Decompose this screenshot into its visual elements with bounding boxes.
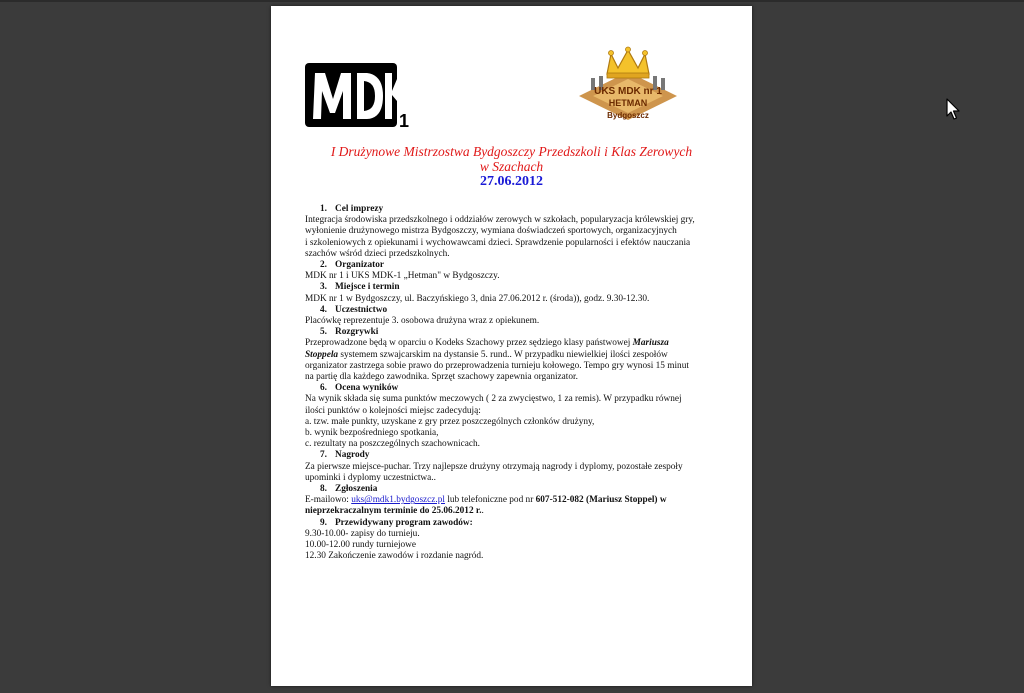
- section-heading-8: 8. Zgłoszenia: [320, 484, 378, 495]
- section-text: Przeprowadzone będą w oparciu o Kodeks Szachowy przez sędziego klasy państwowej Mariusza: [305, 338, 669, 349]
- section-text: nieprzekraczalnym terminie do 25.06.2012 r..: [305, 506, 484, 517]
- section-text: wyłonienie drużynowego mistrza Bydgoszczy, wymiana doświadczeń sportowych, organizacyjnych: [305, 226, 677, 237]
- email-link[interactable]: uks@mdk1.bydgoszcz.pl: [351, 495, 445, 506]
- section-text: szachów wśród dzieci przedszkolnych.: [305, 248, 450, 259]
- section-heading-6: 6. Ocena wyników: [320, 383, 399, 394]
- section-heading-9: 9. Przewidywany program zawodów:: [320, 517, 473, 528]
- section-heading-1: 1. Cel imprezy: [320, 204, 384, 214]
- svg-text:UKS MDK nr 1: UKS MDK nr 1: [594, 86, 662, 97]
- section-heading-4: 4. Uczestnictwo: [320, 304, 388, 315]
- section-text: upominki i dyplomy uczestnictwa..: [305, 472, 436, 483]
- svg-text:1: 1: [399, 111, 410, 131]
- section-text: E-mailowo: uks@mdk1.bydgoszcz.pl lub telefoniczne pod nr 607-512-082 (Mariusz Stoppel) w: [305, 495, 667, 506]
- section-text: Na wynik składa się suma punktów meczowych ( 2 za zwycięstwo, 1 za remis). W przypadku równej: [305, 394, 682, 405]
- section-text: i szkoleniowych z opiekunami i wychowawcami dzieci. Sprawdzenie popularności i efektów nauczania: [305, 237, 691, 248]
- document-title-line-2: w Szachach: [479, 158, 544, 174]
- svg-text:Bydgoszcz: Bydgoszcz: [607, 111, 649, 120]
- section-text: MDK nr 1 w Bydgoszczy, ul. Baczyńskiego 3, dnia 27.06.2012 r. (środa)), godz. 9.30-12.30.: [305, 293, 650, 304]
- section-text: Za pierwsze miejsce-puchar. Trzy najlepsze drużyny otrzymają nagrody i dyplomy, pozostałe zespoły: [305, 461, 683, 472]
- section-text: a. tzw. małe punkty, uzyskane z gry przez poszczególnych członków drużyny,: [305, 416, 595, 427]
- section-text: MDK nr 1 i UKS MDK-1 „Hetman" w Bydgoszczy.: [305, 271, 500, 282]
- section-text: 9.30-10.00- zapisy do turnieju.: [305, 528, 420, 539]
- section-text: Integracja środowiska przedszkolnego i oddziałów zerowych w szkołach, popularyzacja królewskiej gry,: [305, 215, 695, 226]
- document-header: [271, 145, 752, 189]
- section-text: 12.30 Zakończenie zawodów i rozdanie nagród.: [305, 551, 484, 562]
- section-text: b. wynik bezpośredniego spotkania,: [305, 428, 439, 439]
- document-title-line-1: I Drużynowe Mistrzostwa Bydgoszczy Przedszkoli i Klas Zerowych: [330, 144, 693, 159]
- document-page[interactable]: [271, 6, 752, 686]
- event-date: 27.06.2012: [480, 174, 543, 189]
- section-text: ilości punktów o kolejności miejsc zadecydują:: [305, 405, 481, 416]
- section-heading-2: 2. Organizator: [320, 260, 385, 271]
- section-heading-7: 7. Nagrody: [320, 450, 370, 461]
- document-body: [305, 204, 717, 563]
- uks-hetman-logo: [573, 46, 683, 131]
- svg-text:HETMAN: HETMAN: [608, 98, 648, 108]
- section-text: c. rezultaty na poszczególnych szachownicach.: [305, 439, 481, 450]
- section-text: Placówkę reprezentuje 3. osobowa drużyna wraz z opiekunem.: [305, 316, 540, 327]
- section-heading-3: 3. Miejsce i termin: [320, 282, 400, 293]
- section-text: na partię dla każdego zawodnika. Sprzęt szachowy zapewnia organizator.: [305, 372, 578, 383]
- mouse-pointer-icon: [946, 98, 960, 122]
- section-text: 10.00-12.00 rundy turniejowe: [305, 540, 417, 551]
- top-border: [0, 0, 1024, 2]
- section-heading-5: 5. Rozgrywki: [320, 327, 379, 338]
- section-text: Stoppela systemem szwajcarskim na dystansie 5. rund.. W przypadku niewielkiej ilości zespołów: [305, 349, 668, 360]
- section-text: organizator zastrzega sobie prawo do przeprowadzenia turnieju kołowego. Tempo gry wynosi 15 minut: [305, 360, 689, 371]
- mdk-logo: [305, 61, 410, 131]
